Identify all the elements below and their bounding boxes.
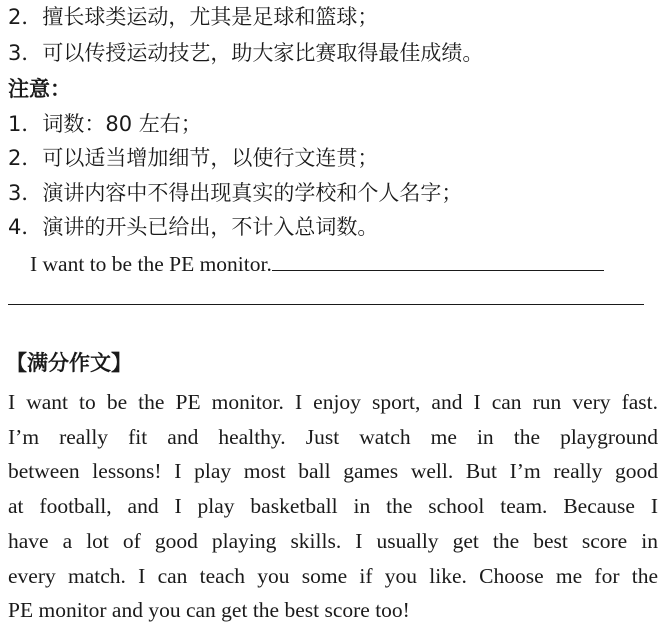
- note-item-3: 3．演讲内容中不得出现真实的学校和个人名字；: [8, 181, 463, 205]
- notes-heading: 注意：: [8, 77, 71, 101]
- answer-rule-line: [8, 304, 644, 305]
- essay-line: every match. I can teach you some if you like. Choose me for the: [8, 563, 658, 588]
- note-item-2: 2．可以适当增加细节，以使行文连贯；: [8, 146, 379, 170]
- note-item-1: 1．词数：80 左右；: [8, 112, 202, 136]
- prompt-opening: I want to be the PE monitor.: [30, 252, 272, 276]
- essay-line: at football, and I play basketball in the school team. Because I: [8, 494, 658, 519]
- essay-line: have a lot of good playing skills. I usually get the best score in: [8, 528, 658, 553]
- essay-line: I want to be the PE monitor. I enjoy sport, and I can run very fast.: [8, 390, 658, 414]
- model-essay-heading: 【满分作文】: [6, 351, 132, 375]
- requirement-item-3: 3．可以传授运动技艺，助大家比赛取得最佳成绩。: [8, 41, 484, 65]
- essay-line: I’m really fit and healthy. Just watch me in the playground: [8, 424, 658, 449]
- essay-line: PE monitor and you can get the best score too!: [8, 598, 410, 623]
- essay-line: between lessons! I play most ball games well. But I’m really good: [8, 459, 658, 484]
- model-essay-body: [8, 385, 658, 628]
- answer-blank-line: [272, 250, 604, 271]
- prompt-line: [30, 250, 604, 277]
- note-item-4: 4．演讲的开头已给出，不计入总词数。: [8, 215, 379, 239]
- requirement-item-2: 2．擅长球类运动，尤其是足球和篮球；: [8, 5, 379, 29]
